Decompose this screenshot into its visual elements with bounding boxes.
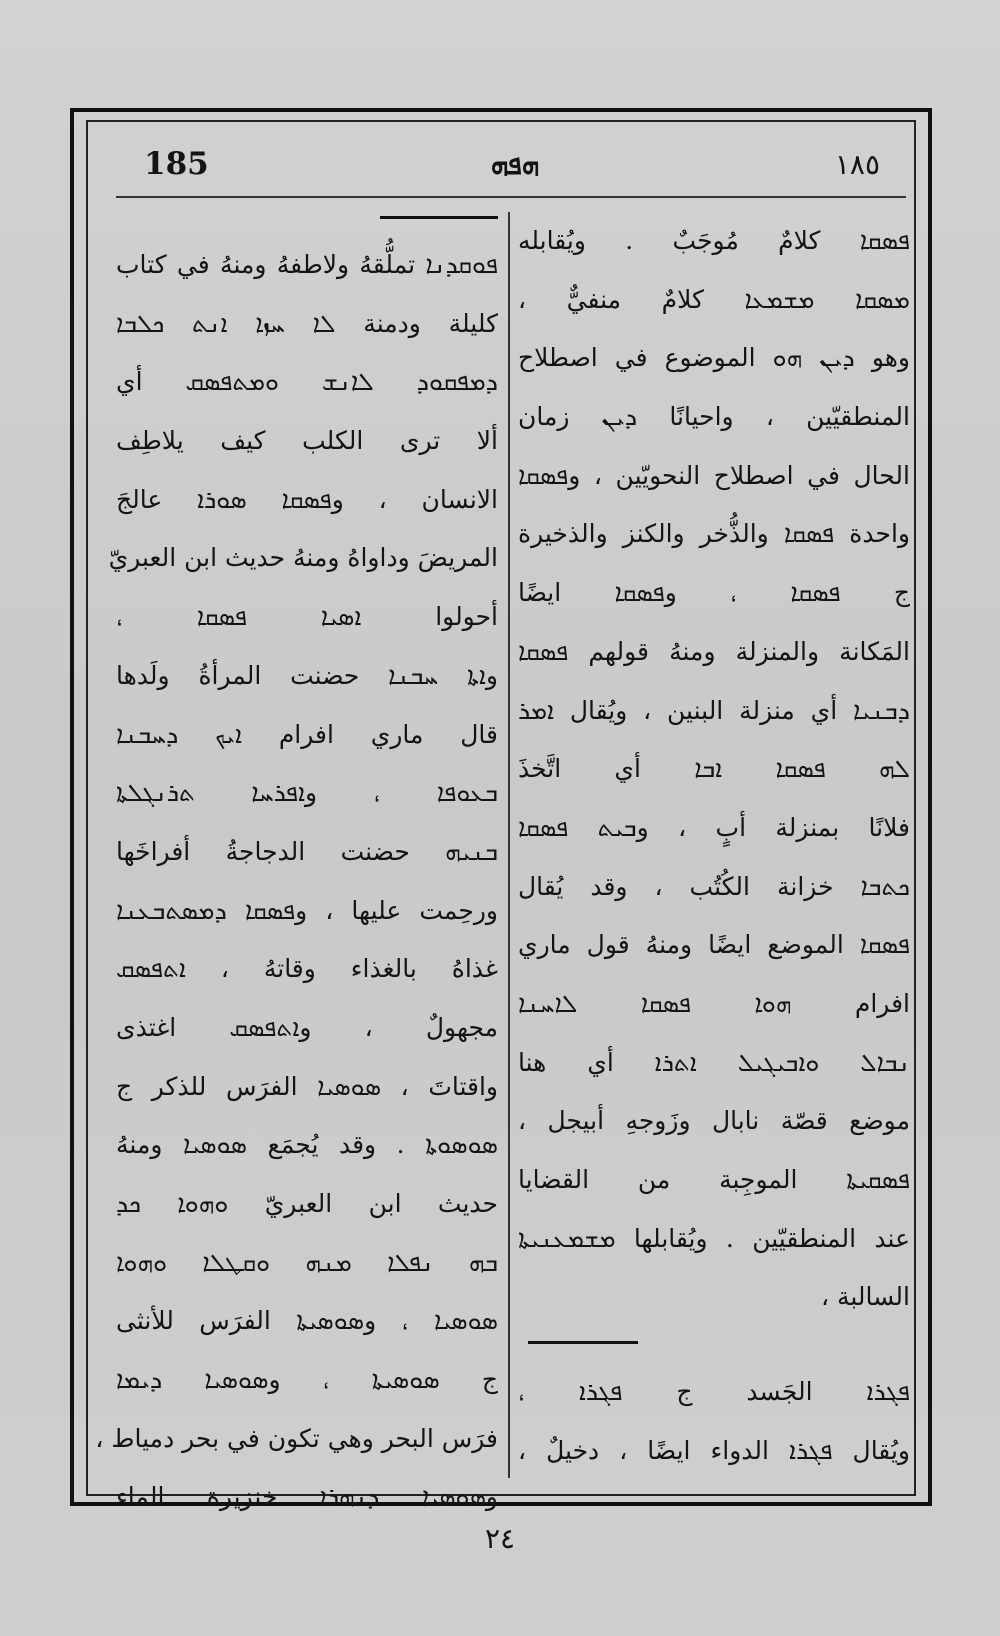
- text-line: موضع قصّة نابال وزَوجهِ أبيجل ،: [518, 1106, 910, 1136]
- text-line: ܡܣܩܐ ܡܫܡܥܐ كلامٌ منفيٌّ ،: [518, 284, 910, 314]
- separator-bar: [380, 216, 498, 219]
- text-line: ܕܒܢܝܐ أي منزلة البنين ، ويُقال ܐܡܪ: [518, 695, 910, 725]
- separator-bar: [528, 1341, 638, 1344]
- text-line: ܕܡܦܩܘܕ ܠܐܢܫ ܘܡܬܦܣܩ أي: [116, 367, 498, 397]
- page-number-syriac: ܗܦܗ: [490, 148, 540, 181]
- text-line: الحال في اصطلاح النحويّين ، وܦܣܩܐ: [518, 460, 910, 490]
- text-line: غذاهُ بالغذاء وقاتهُ ، ܐܬܦܣܩ: [116, 954, 498, 984]
- text-line: ܦܣܩܐ كلامٌ مُوجَبٌ . ويُقابله: [518, 226, 910, 255]
- page-header: [100, 136, 900, 194]
- right-column: [514, 212, 914, 1474]
- text-line: ܠܗ ܦܣܩܐ ܐܒܐ أي اتَّخذَ: [518, 754, 910, 784]
- text-line: ܒܥܘܦܐ ، وܐܦܪܚܐ ܬܪܢܓܠܬܐ: [116, 778, 498, 808]
- section-separator: [112, 212, 502, 236]
- text-line: الانسان ، وܦܣܩܐ ܣܘܪܐ عالجَ: [116, 484, 498, 514]
- footer-page-number: ٢٤: [484, 1522, 516, 1555]
- page-number-arabic: ١٨٥: [834, 148, 880, 181]
- text-line: ج ܦܣܩܐ ، وܦܣܩܐ ايضًا: [518, 578, 910, 608]
- text-line: وܐܬܐ ܚܒܢܐ حضنت المرأةُ ولَدها: [116, 660, 498, 690]
- text-line: ܦܣܩܐ الموضع ايضًا ومنهُ قول ماري: [518, 930, 910, 960]
- text-line: عند المنطقيّين . ويُقابلها ܡܫܡܥܢܝܬܐ: [518, 1223, 910, 1253]
- text-line: قال ماري افرام ܐܝܟ ܕܚܒܢܐ: [116, 719, 498, 749]
- left-column: [95, 212, 502, 1512]
- header-rule: [116, 196, 906, 198]
- text-line: المنطقيّين ، واحيانًا ܕܝܢ زمان: [518, 402, 910, 432]
- text-line: ألا ترى الكلب كيف يلاطِف: [116, 426, 498, 456]
- text-line: ܢܒܐܠ ܘܐܒܝܓܝܠ ܐܬܪܐ أي هنا: [518, 1047, 910, 1077]
- text-line: فرَس البحر وهي تكون في بحر دمياط ،: [95, 1423, 498, 1453]
- text-line: ج ܣܘܣܝܬܐ ، وܣܘܣܝܐ ܕܝܡܐ: [116, 1365, 498, 1395]
- text-line: ܦܓܪܐ الجَسد ج ܦܓܪܐ ،: [518, 1377, 910, 1407]
- text-line: ܒܗ ܢܦܠܐ ܡܢܗ ܘܩܛܠܐ ܘܗܘܐ: [116, 1247, 498, 1277]
- text-line: كليلة ودمنة ܠܐ ܚܙܐ ܐܢܬ ܟܠܒܐ: [116, 308, 498, 338]
- text-line: المريضَ وداواهُ ومنهُ حديث ابن العبريّ: [108, 543, 498, 573]
- text-line: ܣܘܣܘܬܐ . وقد يُجمَع ܣܘܣܝܐ ومنهُ: [116, 1130, 498, 1160]
- column-divider: [508, 212, 510, 1478]
- text-line: أحولوا ܐܣܝܐ ܦܣܩܐ ،: [116, 602, 498, 632]
- text-line: ܣܘܣܝܐ ، وܣܘܣܝܬܐ الفرَس للأنثى: [116, 1306, 498, 1336]
- text-line: واحدة ܦܣܩܐ والذُّخر والكنز والذخيرة: [518, 519, 910, 549]
- text-line: ويُقال ܦܓܪܐ الدواء ايضًا ، دخيلٌ ،: [518, 1435, 910, 1465]
- page-number-latin: 185: [144, 146, 209, 182]
- text-line: المَكانة والمنزلة ومنهُ قولهم ܦܣܩܐ: [518, 636, 910, 666]
- text-line: السالبة ،: [820, 1282, 910, 1312]
- text-line: واقتاتَ ، ܣܘܣܝܐ الفرَس للذكر ج: [116, 1071, 498, 1101]
- text-line: فلانًا بمنزلة أبٍ ، وܒܝܬ ܦܣܩܐ: [518, 812, 910, 842]
- text-line: ܒܢܝܗ حضنت الدجاجةُ أفراخَها: [116, 836, 498, 866]
- text-line: وهو ܕܝܢ ܗܘ الموضوع في اصطلاح: [518, 343, 910, 373]
- text-line: مجهولٌ ، وܐܬܦܣܩ اغتذى: [116, 1012, 498, 1042]
- text-line: حديث ابن العبريّ ܘܗܘܐ ܟܕ: [116, 1189, 498, 1218]
- text-line: ܦܘܩܕܢܐ تملُّقهُ ولاطفهُ ومنهُ في كتاب: [116, 250, 498, 279]
- text-line: ورحِمت عليها ، وܦܣܩܐ ܕܡܣܬܒܥܢܐ: [116, 895, 498, 925]
- text-line: وܣܘܣܝܐ ܕܢܗܪܐ خنزيرة الماء: [116, 1482, 498, 1512]
- text-line: ܟܬܒܐ خزانة الكُتُب ، وقد يُقال: [518, 871, 910, 901]
- text-line: افرام ܗܘܐ ܦܣܩܐ ܠܐܚܢܐ: [518, 988, 910, 1018]
- section-separator: [514, 1327, 914, 1363]
- text-line: ܦܣܩܝܬܐ الموجِبة من القضايا: [518, 1165, 910, 1194]
